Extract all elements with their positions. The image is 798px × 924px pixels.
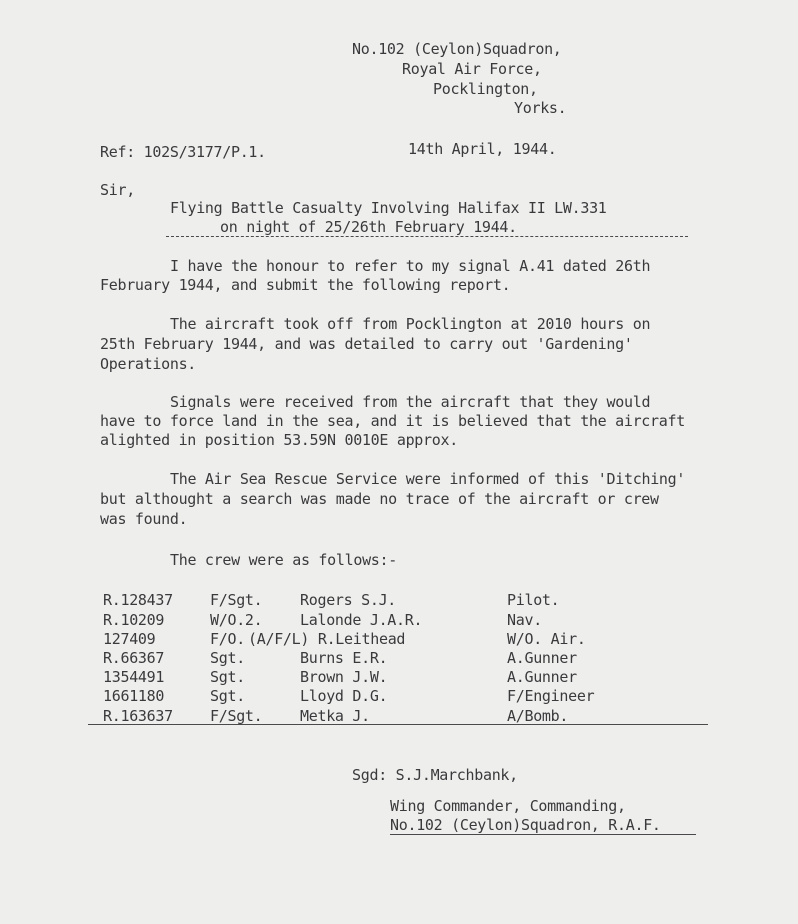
service-number: 1354491 (103, 668, 165, 686)
crew-intro: The crew were as follows:- (170, 551, 398, 569)
crew-row (100, 687, 720, 706)
rank: F/O. (210, 630, 245, 648)
crew-name: Burns E.R. (300, 649, 388, 667)
crew-name: Brown J.W. (300, 668, 388, 686)
rank: F/Sgt. (210, 707, 263, 725)
crew-row (100, 591, 720, 610)
crew-role: A.Gunner (507, 649, 577, 667)
rank: F/Sgt. (210, 591, 263, 609)
paragraph-line: I have the honour to refer to my signal A.41 dated 26th (170, 257, 651, 275)
salutation: Sir, (100, 181, 135, 199)
signatory-title: Wing Commander, Commanding, (390, 797, 626, 815)
service-number: R.10209 (103, 611, 165, 629)
paragraph-line: 25th February 1944, and was detailed to carry out 'Gardening' (100, 335, 633, 353)
crew-row (100, 649, 720, 668)
rank: Sgt. (210, 668, 245, 686)
service-number: 127409 (103, 630, 156, 648)
crew-row (100, 630, 720, 649)
crew-role: A/Bomb. (507, 707, 569, 725)
rank: Sgt. (210, 687, 245, 705)
crew-name: Lalonde J.A.R. (300, 611, 423, 629)
service-number: R.128437 (103, 591, 173, 609)
signature-line: Sgd: S.J.Marchbank, (352, 766, 518, 784)
crew-name: Rogers S.J. (300, 591, 397, 609)
paragraph-line: Signals were received from the aircraft that they would (170, 393, 651, 411)
paragraph-line: February 1944, and submit the following report. (100, 276, 511, 294)
crew-name: Lloyd D.G. (300, 687, 388, 705)
crew-name: (A/F/L) R.Leithead (248, 630, 406, 648)
crew-role: W/O. Air. (507, 630, 586, 648)
letter-date: 14th April, 1944. (408, 140, 557, 158)
crew-list-underline (88, 724, 708, 725)
address-line-1: No.102 (Ceylon)Squadron, (352, 40, 562, 58)
subject-underline (166, 236, 688, 237)
reference: Ref: 102S/3177/P.1. (100, 143, 266, 161)
paragraph-line: Operations. (100, 355, 197, 373)
crew-role: Pilot. (507, 591, 560, 609)
paragraph-line: The Air Sea Rescue Service were informed of this 'Ditching' (170, 470, 686, 488)
paragraph-line: was found. (100, 510, 188, 528)
rank: Sgt. (210, 649, 245, 667)
paragraph-line: alighted in position 53.59N 0010E approx. (100, 431, 458, 449)
crew-row (100, 668, 720, 687)
paragraph-line: The aircraft took off from Pocklington at 2010 hours on (170, 315, 651, 333)
signatory-unit-underline (390, 834, 696, 835)
service-number: R.163637 (103, 707, 173, 725)
service-number: 1661180 (103, 687, 165, 705)
subject-line-2: on night of 25/26th February 1944. (220, 218, 517, 236)
crew-role: A.Gunner (507, 668, 577, 686)
address-line-2: Royal Air Force, (402, 60, 542, 78)
subject-line-1: Flying Battle Casualty Involving Halifax II LW.331 (170, 199, 607, 217)
crew-name: Metka J. (300, 707, 370, 725)
paragraph-line: have to force land in the sea, and it is believed that the aircraft (100, 412, 685, 430)
signatory-unit: No.102 (Ceylon)Squadron, R.A.F. (390, 816, 661, 834)
paragraph-line: but althought a search was made no trace of the aircraft or crew (100, 490, 659, 508)
address-line-4: Yorks. (514, 99, 567, 117)
crew-row (100, 611, 720, 630)
address-line-3: Pocklington, (433, 80, 538, 98)
rank: W/O.2. (210, 611, 263, 629)
crew-role: Nav. (507, 611, 542, 629)
service-number: R.66367 (103, 649, 165, 667)
crew-role: F/Engineer (507, 687, 595, 705)
